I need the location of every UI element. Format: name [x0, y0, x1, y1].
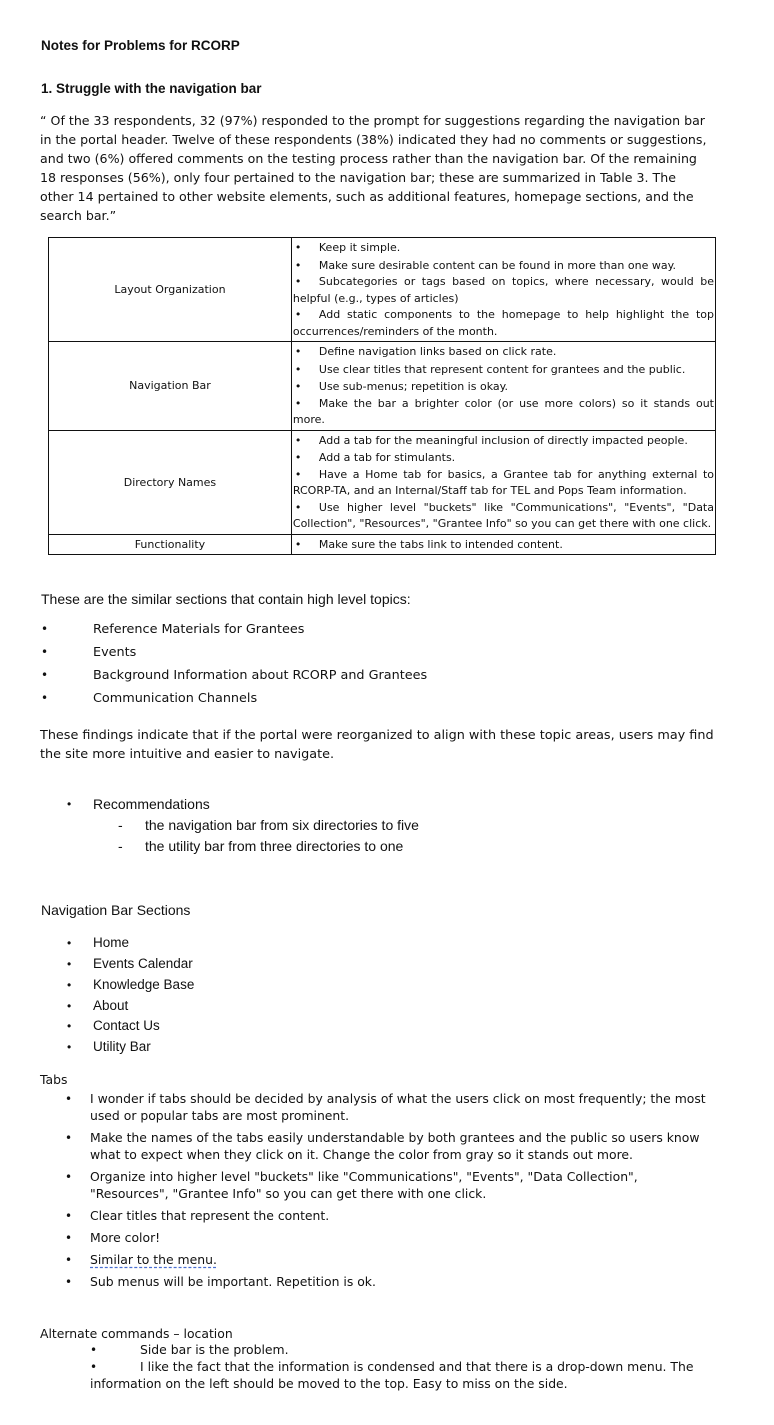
table-list-item: • Keep it simple.: [294, 241, 401, 254]
bullet-icon: •: [90, 1360, 98, 1374]
bullet-icon: •: [90, 1343, 98, 1357]
list-item-continuation: used or popular tabs are most prominent.: [90, 1108, 350, 1123]
recommendation-item: the navigation bar from six directories to five: [145, 817, 419, 833]
list-item: Similar to the menu.: [90, 1252, 217, 1267]
section-heading: 1. Struggle with the navigation bar: [41, 81, 262, 96]
table-list-item: • Define navigation links based on click rate.: [294, 345, 557, 358]
table-list-item: • Have a Home tab for basics, a Grantee tab for anything external to RCORP-TA, and an Internal/Staff tab for TEL and Pops Team information.: [292, 467, 714, 497]
bullet-icon: •: [65, 1275, 73, 1289]
bullet-icon: •: [41, 622, 49, 636]
bullet-icon: •: [67, 936, 72, 950]
list-item: Background Information about RCORP and Grantees: [93, 668, 428, 683]
list-item: Sub menus will be important. Repetition is ok.: [90, 1274, 376, 1289]
list-item-continuation: what to expect when they click on it. Change the color from gray so it stands out more.: [90, 1147, 633, 1162]
bullet-icon: •: [65, 1131, 73, 1145]
list-item: Home: [93, 935, 130, 950]
table-row: [49, 430, 716, 534]
recommendation-item: the utility bar from three directories to one: [145, 838, 404, 854]
table-list-item: • Use sub-menus; repetition is okay.: [294, 380, 509, 393]
table-list-item: • Use higher level "buckets" like "Communications", "Events", "Data Collection", "Resources", "Grantee Info" so you can get there with one click.: [292, 500, 714, 530]
table-items-cell: [291, 430, 715, 534]
document-title: Notes for Problems for RCORP: [41, 38, 240, 53]
list-item: Make the names of the tabs easily understandable by both grantees and the public so users know: [90, 1130, 700, 1145]
bullet-icon: •: [65, 1231, 73, 1245]
list-item: I wonder if tabs should be decided by analysis of what the users click on most frequently; the most: [90, 1091, 706, 1106]
bullet-icon: •: [41, 668, 49, 682]
quote-line: “ Of the 33 respondents, 32 (97%) responded to the prompt for suggestions regarding the navigation bar: [40, 113, 705, 128]
list-item-continuation: "Resources", "Grantee Info" so you can get there with one click.: [90, 1186, 487, 1201]
similar-sections-lead: These are the similar sections that contain high level topics:: [41, 591, 411, 607]
list-item: Knowledge Base: [93, 977, 195, 992]
table-category-cell: Functionality: [49, 534, 292, 555]
list-item: Side bar is the problem.: [140, 1342, 289, 1357]
bullet-icon: •: [67, 1040, 72, 1054]
table-list-item: • Make sure the tabs link to intended content.: [294, 537, 563, 551]
quote-line: and two (6%) offered comments on the testing process rather than the navigation bar. Of the remaining: [40, 151, 697, 166]
quote-line: in the portal header. Twelve of these respondents (38%) indicated they had no comments or suggestions,: [40, 132, 707, 147]
bullet-icon: •: [41, 645, 49, 659]
alternate-heading: Alternate commands – location: [40, 1326, 233, 1341]
dash-icon: -: [118, 817, 123, 833]
quote-line: search bar.”: [40, 208, 117, 223]
list-item: Organize into higher level "buckets" like "Communications", "Events", "Data Collection",: [90, 1169, 638, 1184]
nav-sections-heading: Navigation Bar Sections: [41, 902, 191, 918]
table-list-item: • Use clear titles that represent content for grantees and the public.: [294, 362, 686, 376]
table-items-cell: [291, 342, 715, 431]
bullet-icon: •: [67, 999, 72, 1013]
list-item: About: [93, 998, 129, 1013]
table-row: [49, 342, 716, 431]
list-item: Events: [93, 645, 137, 660]
table-category-cell: Navigation Bar: [49, 342, 292, 431]
table-category-cell: Directory Names: [49, 430, 292, 534]
findings-table: [48, 237, 716, 555]
list-item: I like the fact that the information is condensed and that there is a drop-down menu. The: [140, 1359, 694, 1374]
bullet-icon: •: [67, 797, 72, 811]
bullet-icon: •: [41, 691, 49, 705]
table-list-item: • Add a tab for stimulants.: [294, 451, 456, 464]
bullet-icon: •: [67, 957, 72, 971]
quote-line: other 14 pertained to other website elements, such as additional features, homepage sections, and the: [40, 189, 694, 204]
bullet-icon: •: [67, 978, 72, 992]
findings-line: These findings indicate that if the portal were reorganized to align with these topic areas, users may find: [40, 728, 714, 743]
table-row: [49, 238, 716, 342]
table-list-item: • Add a tab for the meaningful inclusion of directly impacted people.: [294, 433, 688, 447]
list-item: Clear titles that represent the content.: [90, 1208, 330, 1223]
table-list-item: • Add static components to the homepage to help highlight the top occurrences/reminders of the month.: [292, 308, 714, 338]
tabs-heading: Tabs: [40, 1072, 68, 1087]
list-item: Events Calendar: [93, 956, 193, 971]
list-item: Utility Bar: [93, 1039, 151, 1054]
dash-icon: -: [118, 838, 123, 854]
table-list-item: • Make sure desirable content can be found in more than one way.: [294, 258, 677, 272]
bullet-icon: •: [65, 1253, 73, 1267]
list-item: Communication Channels: [93, 691, 258, 706]
recommendations-label: Recommendations: [93, 796, 210, 812]
list-item: Contact Us: [93, 1018, 160, 1033]
table-row: [49, 534, 716, 555]
bullet-icon: •: [65, 1092, 73, 1106]
quote-line: 18 responses (56%), only four pertained to the navigation bar; these are summarized in Table 3. The: [40, 170, 676, 185]
list-item-continuation: information on the left should be moved to the top. Easy to miss on the side.: [90, 1376, 568, 1391]
bullet-icon: •: [67, 1019, 72, 1033]
table-list-item: • Make the bar a brighter color (or use more colors) so it stands out more.: [292, 396, 714, 426]
table-category-cell: Layout Organization: [49, 238, 292, 342]
list-item: Reference Materials for Grantees: [93, 622, 305, 637]
bullet-icon: •: [65, 1209, 73, 1223]
table-items-cell: [291, 238, 715, 342]
list-item: More color!: [90, 1230, 161, 1245]
findings-line: the site more intuitive and easier to navigate.: [40, 747, 335, 762]
table-items-cell: [291, 534, 715, 555]
bullet-icon: •: [65, 1170, 73, 1184]
table-list-item: • Subcategories or tags based on topics, where necessary, would be helpful (e.g., types of articles): [292, 275, 714, 305]
